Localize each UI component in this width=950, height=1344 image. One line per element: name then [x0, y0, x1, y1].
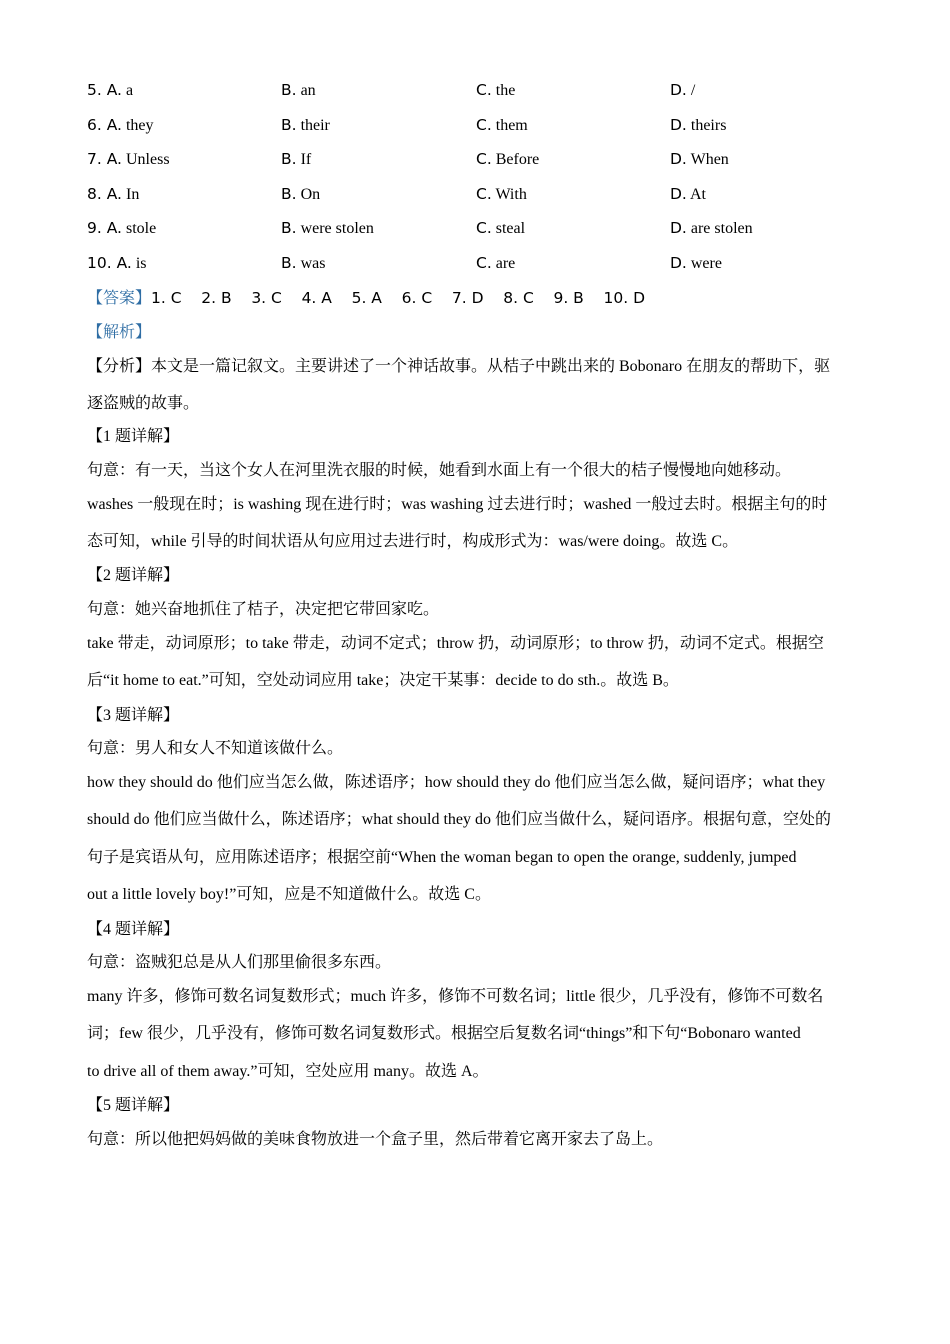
text-line: washes 一般现在时；is washing 现在进行时；was washing 过去进行时；washed 一般过去时。根据主句的时	[87, 496, 828, 513]
answer-line	[87, 286, 867, 311]
option-c: C. With	[476, 184, 527, 203]
text-line: 句意：所以他把妈妈做的美味食物放进一个盒子里，然后带着它离开家去了岛上。	[87, 1131, 664, 1148]
section-heading: 【2 题详解】	[87, 567, 180, 584]
option-b: B. was	[281, 253, 326, 272]
option-c: C. are	[476, 253, 516, 272]
text-line: 句意：男人和女人不知道该做什么。	[87, 740, 344, 757]
text-line: 逐盗贼的故事。	[87, 395, 200, 412]
text-line: how they should do 他们应当怎么做，陈述语序；how should they do 他们应当怎么做，疑问语序；what they	[87, 774, 826, 791]
option-a: 9. A. stole	[87, 219, 157, 238]
option-c: C. them	[476, 115, 528, 134]
section-heading: 【5 题详解】	[87, 1097, 180, 1114]
option-row	[87, 78, 867, 113]
text-line: take 带走，动词原形；to take 带走，动词不定式；throw 扔，动词原形；to throw 扔，动词不定式。根据空	[87, 635, 824, 652]
option-a: 7. A. Unless	[87, 150, 170, 169]
option-b: B. their	[281, 115, 330, 134]
option-b: B. were stolen	[281, 219, 374, 238]
option-row	[87, 147, 867, 182]
option-row	[87, 216, 867, 251]
option-d: D. When	[670, 150, 729, 169]
text-line: out a little lovely boy!”可知，应是不知道做什么。故选 C。	[87, 886, 491, 903]
option-c: C. the	[476, 81, 516, 99]
text-line: many 许多，修饰可数名词复数形式；much 许多，修饰不可数名词；little 很少，几乎没有，修饰不可数名	[87, 988, 824, 1005]
section-heading: 【4 题详解】	[87, 921, 180, 938]
options-table	[87, 78, 867, 286]
text-line: 态可知，while 引导的时间状语从句应用过去进行时，构成形式为：was/were doing。故选 C。	[87, 533, 739, 550]
text-line: 句意：盗贼犯总是从人们那里偷很多东西。	[87, 954, 392, 971]
option-row	[87, 113, 867, 148]
option-b: B. an	[281, 81, 316, 99]
option-d: D. At	[670, 184, 706, 203]
section-heading: 【1 题详解】	[87, 428, 180, 445]
option-d: D. are stolen	[670, 219, 753, 238]
answer-tag: 【答案】	[87, 290, 152, 307]
text-line: 句意：她兴奋地抓住了桔子，决定把它带回家吃。	[87, 601, 440, 618]
option-c: C. Before	[476, 150, 540, 169]
option-d: D. theirs	[670, 115, 727, 134]
option-d: D. /	[670, 81, 696, 99]
text-line: to drive all of them away.”可知，空处应用 many。故选 A。	[87, 1063, 489, 1080]
option-a: 6. A. they	[87, 115, 154, 134]
option-row	[87, 251, 867, 286]
option-b: B. On	[281, 184, 321, 203]
answer-text: 1. C 2. B 3. C 4. A 5. A 6. C 7. D 8. C 9. B 10. D	[151, 289, 646, 307]
text-line: 句意：有一天，当这个女人在河里洗衣服的时候，她看到水面上有一个很大的桔子慢慢地向她移动。	[87, 462, 792, 479]
option-a: 8. A. In	[87, 184, 140, 203]
option-d: D. were	[670, 253, 722, 272]
text-line: 词；few 很少，几乎没有，修饰可数名词复数形式。根据空后复数名词“things”和下句“Bobonaro wanted	[87, 1025, 801, 1042]
option-a: 10. A. is	[87, 253, 147, 272]
option-row	[87, 182, 867, 217]
analysis-tag: 【解析】	[87, 324, 152, 341]
option-a: 5. A. a	[87, 81, 134, 99]
text-line: 句子是宾语从句，应用陈述语序；根据空前“When the woman began to open the orange, suddenly, jumped	[87, 849, 797, 866]
section-heading: 【3 题详解】	[87, 707, 180, 724]
option-c: C. steal	[476, 219, 526, 238]
text-line: 【分析】本文是一篇记叙文。主要讲述了一个神话故事。从桔子中跳出来的 Bobonaro 在朋友的帮助下，驱	[87, 358, 831, 375]
text-line: 后“it home to eat.”可知，空处动词应用 take；决定干某事：decide to do sth.。故选 B。	[87, 672, 679, 689]
text-line: should do 他们应当做什么，陈述语序；what should they do 他们应当做什么，疑问语序。根据句意，空处的	[87, 811, 831, 828]
option-b: B. If	[281, 150, 312, 169]
